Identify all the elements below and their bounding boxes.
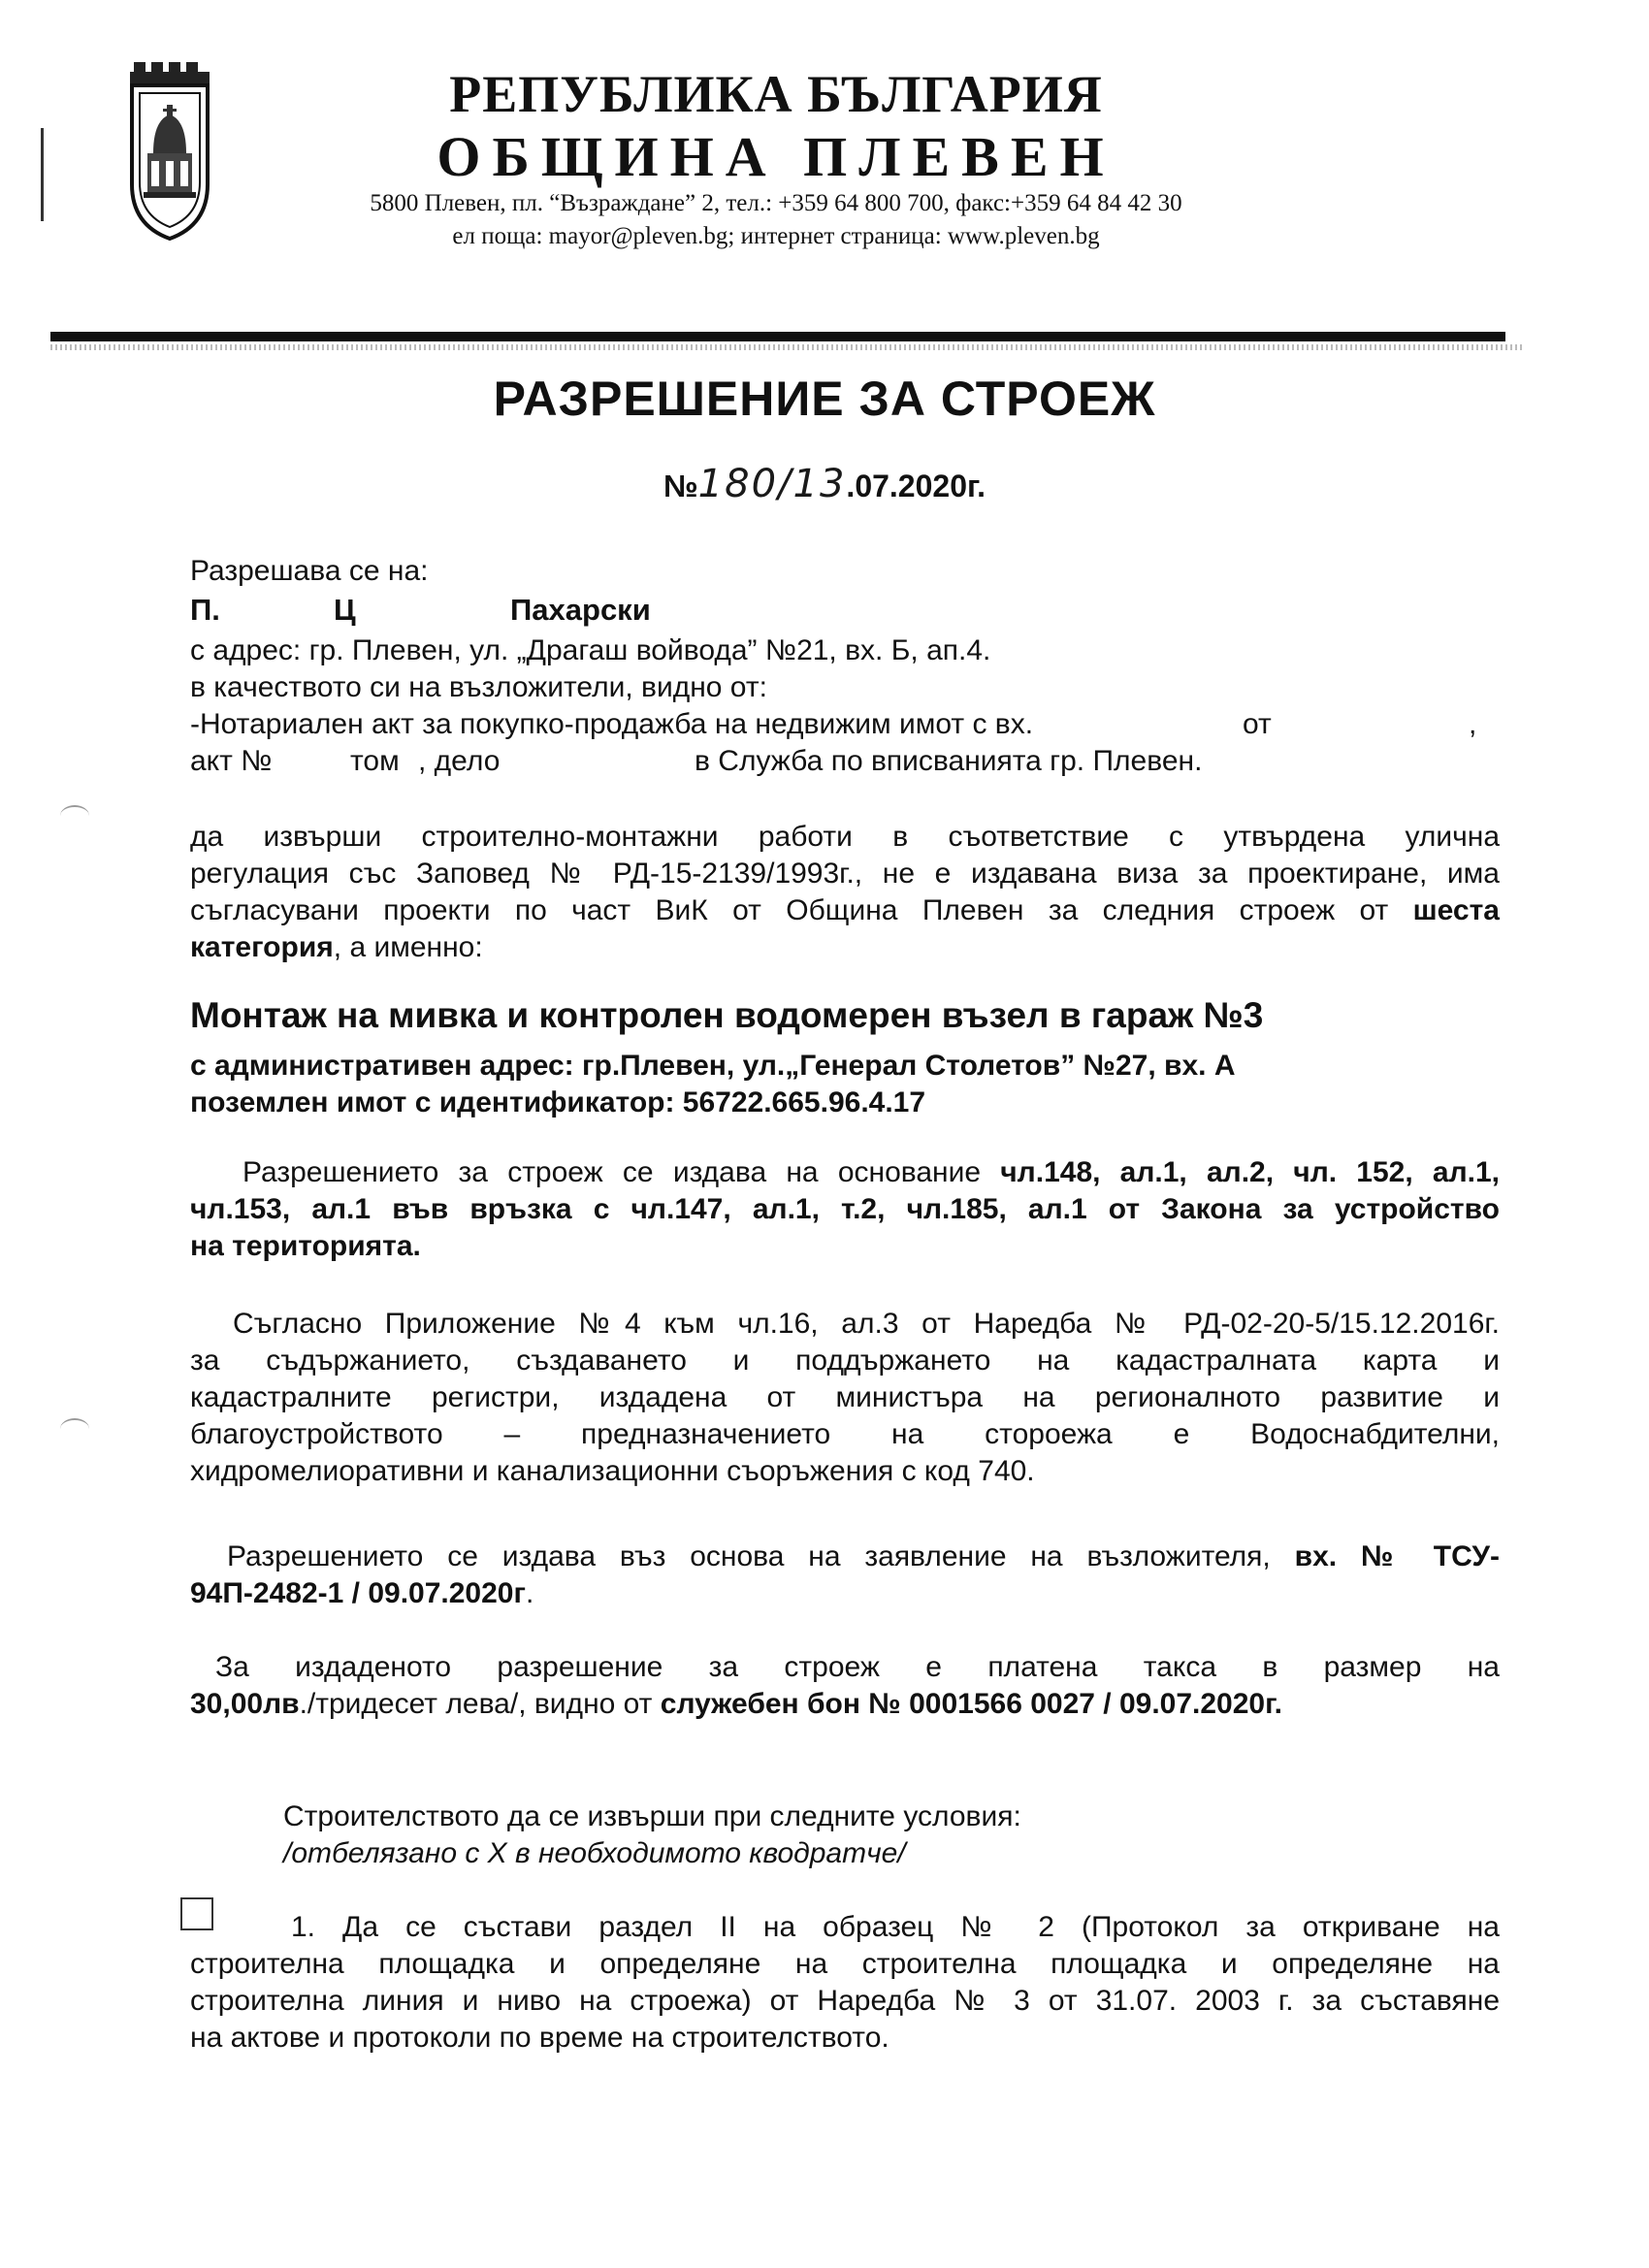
legal-line: чл.153, ал.1 във връзка с чл.147, ал.1, т.2, чл.185, ал.1 от Закона за устройство	[190, 1193, 1500, 1225]
fee-receipt: служебен бон № 0001566 0027 / 09.07.2020г.	[660, 1688, 1282, 1720]
legal-line: на територията.	[190, 1230, 421, 1262]
condition-line: строителна площадка и определяне на строителна площадка и определяне на	[190, 1948, 1500, 1980]
number-suffix: .07.2020г.	[846, 469, 986, 503]
cadastre-paragraph	[190, 1306, 1500, 1490]
application-line	[190, 1575, 1500, 1612]
works-line3-text: съгласувани проекти по част ВиК от Община Плевен за следния строеж от	[190, 894, 1389, 926]
legal-articles: чл.148, ал.1, ал.2, чл. 152, ал.1,	[1000, 1156, 1500, 1188]
fee-paragraph	[190, 1649, 1500, 1723]
cadastre-line: за съдържанието, създаването и поддържането на кадастралната карта и	[190, 1345, 1500, 1377]
cadastre-line: кадастралните регистри, издадена от министъра на регионалното развитие и	[190, 1381, 1500, 1413]
works-line	[190, 929, 1500, 966]
deed-registry: в Служба по вписванията гр. Плевен.	[695, 745, 1203, 777]
number-separator: /	[778, 462, 793, 506]
fee-line	[190, 1686, 1500, 1723]
legal-line1-text: Разрешението за строеж се издава на основание	[242, 1156, 982, 1188]
margin-mark	[41, 128, 44, 221]
object-title: Монтаж на мивка и контролен водомерен възел в гараж №3	[190, 995, 1264, 1035]
grantee-address: с адрес: гр. Плевен, ул. „Драгаш войвода” №21, вх. Б, ап.4.	[190, 634, 991, 666]
conditions-intro: Строителството да се извърши при следните условия:	[283, 1800, 1021, 1832]
grantee-name	[190, 592, 1500, 629]
application-ref-number: 94П-2482-1 / 09.07.2020г	[190, 1577, 526, 1609]
deed-line-1	[190, 706, 1500, 743]
pleven-coat-of-arms	[128, 60, 211, 243]
legal-paragraph	[190, 1154, 1500, 1265]
works-line4-tail: , а именно:	[333, 931, 483, 963]
document-number	[291, 462, 1358, 506]
works-paragraph	[190, 819, 1500, 966]
cadastre-line: Съгласно Приложение №4 към чл.16, ал.3 от Наредба № РД-02-20-5/15.12.2016г.	[233, 1308, 1500, 1340]
number-prefix: №	[663, 469, 698, 503]
application-paragraph	[190, 1539, 1500, 1612]
object-address: с административен адрес: гр.Плевен, ул.„Генерал Столетов” №27, вх. А	[190, 1050, 1236, 1082]
grantee-initial-2: Ц	[334, 593, 356, 627]
conditions-note: /отбелязано с Х в необходимото кводратче/	[283, 1837, 906, 1869]
condition-line: 1. Да се състави раздел II на образец № 2 (Протокол за откриване на	[291, 1911, 1500, 1943]
legal-line	[190, 1154, 1500, 1191]
application-end: .	[525, 1577, 534, 1609]
object-parcel: поземлен имот с идентификатор: 56722.665.96.4.17	[190, 1086, 926, 1118]
document-title: РАЗРЕШЕНИЕ ЗА СТРОЕЖ	[493, 372, 1156, 426]
grantee-intro: Разрешава се на:	[190, 555, 429, 587]
grantee-initial-1: П.	[190, 593, 220, 627]
fee-amount: 30,00лв	[190, 1688, 300, 1720]
works-line: регулация със Заповед № РД-15-2139/1993г., не е издавана виза за проектиране, има	[190, 858, 1500, 890]
condition-line: на актове и протоколи по време на строителството.	[190, 2022, 889, 2054]
margin-punch-mark	[60, 805, 89, 826]
margin-punch-mark	[60, 1418, 89, 1440]
application-ref: вх. № ТСУ-	[1294, 1540, 1500, 1572]
day-handwritten: 13	[792, 462, 847, 506]
header-divider	[50, 332, 1505, 341]
deed-act-number: акт №	[190, 745, 273, 777]
deed-volume: том	[350, 745, 400, 777]
deed-line-2	[190, 743, 1500, 780]
header-title-republic: РЕПУБЛИКА БЪЛГАРИЯ	[449, 65, 1103, 123]
cadastre-line: хидромелиоративни и канализационни съоръжения с код 740.	[190, 1455, 1035, 1487]
grantee-capacity: в качеството си на възложители, видно от:	[190, 671, 767, 703]
header-address: 5800 Плевен, пл. “Възраждане” 2, тел.: +359 64 800 700, факс:+359 64 84 42 30	[370, 190, 1182, 216]
condition-1	[190, 1909, 1500, 2057]
deed-text: -Нотариален акт за покупко-продажба на недвижим имот с вх.	[190, 708, 1034, 740]
grantee-surname: Пахарски	[510, 593, 651, 627]
application-text: Разрешението се издава въз основа на заявление на възложителя,	[227, 1540, 1271, 1572]
fee-line: За издаденото разрешение за строеж е платена такса в размер на	[215, 1651, 1500, 1683]
deed-comma: ,	[1469, 708, 1477, 740]
header-title-municipality: ОБЩИНА ПЛЕВЕН	[436, 125, 1116, 188]
application-line	[190, 1539, 1500, 1575]
category-word: шеста	[1412, 894, 1500, 926]
works-line: да извърши строително-монтажни работи в съответствие с утвърдена улична	[190, 821, 1500, 853]
condition-line: строителна линия и ниво на строежа) от Наредба № 3 от 31.07. 2003 г. за съставяне	[190, 1985, 1500, 2017]
deed-case: , дело	[418, 745, 501, 777]
works-line	[190, 892, 1500, 929]
category-label: категория	[190, 931, 334, 963]
header-contacts: ел поща: mayor@pleven.bg; интернет страница: www.pleven.bg	[452, 223, 1100, 249]
number-handwritten: 180	[697, 462, 779, 506]
fee-words: ./тридесет лева/, видно от	[299, 1688, 653, 1720]
header-divider-dotted	[50, 344, 1525, 350]
cadastre-line: благоустройството – предназначението на стороежа е Водоснабдителни,	[190, 1418, 1500, 1450]
deed-from: от	[1243, 708, 1272, 740]
